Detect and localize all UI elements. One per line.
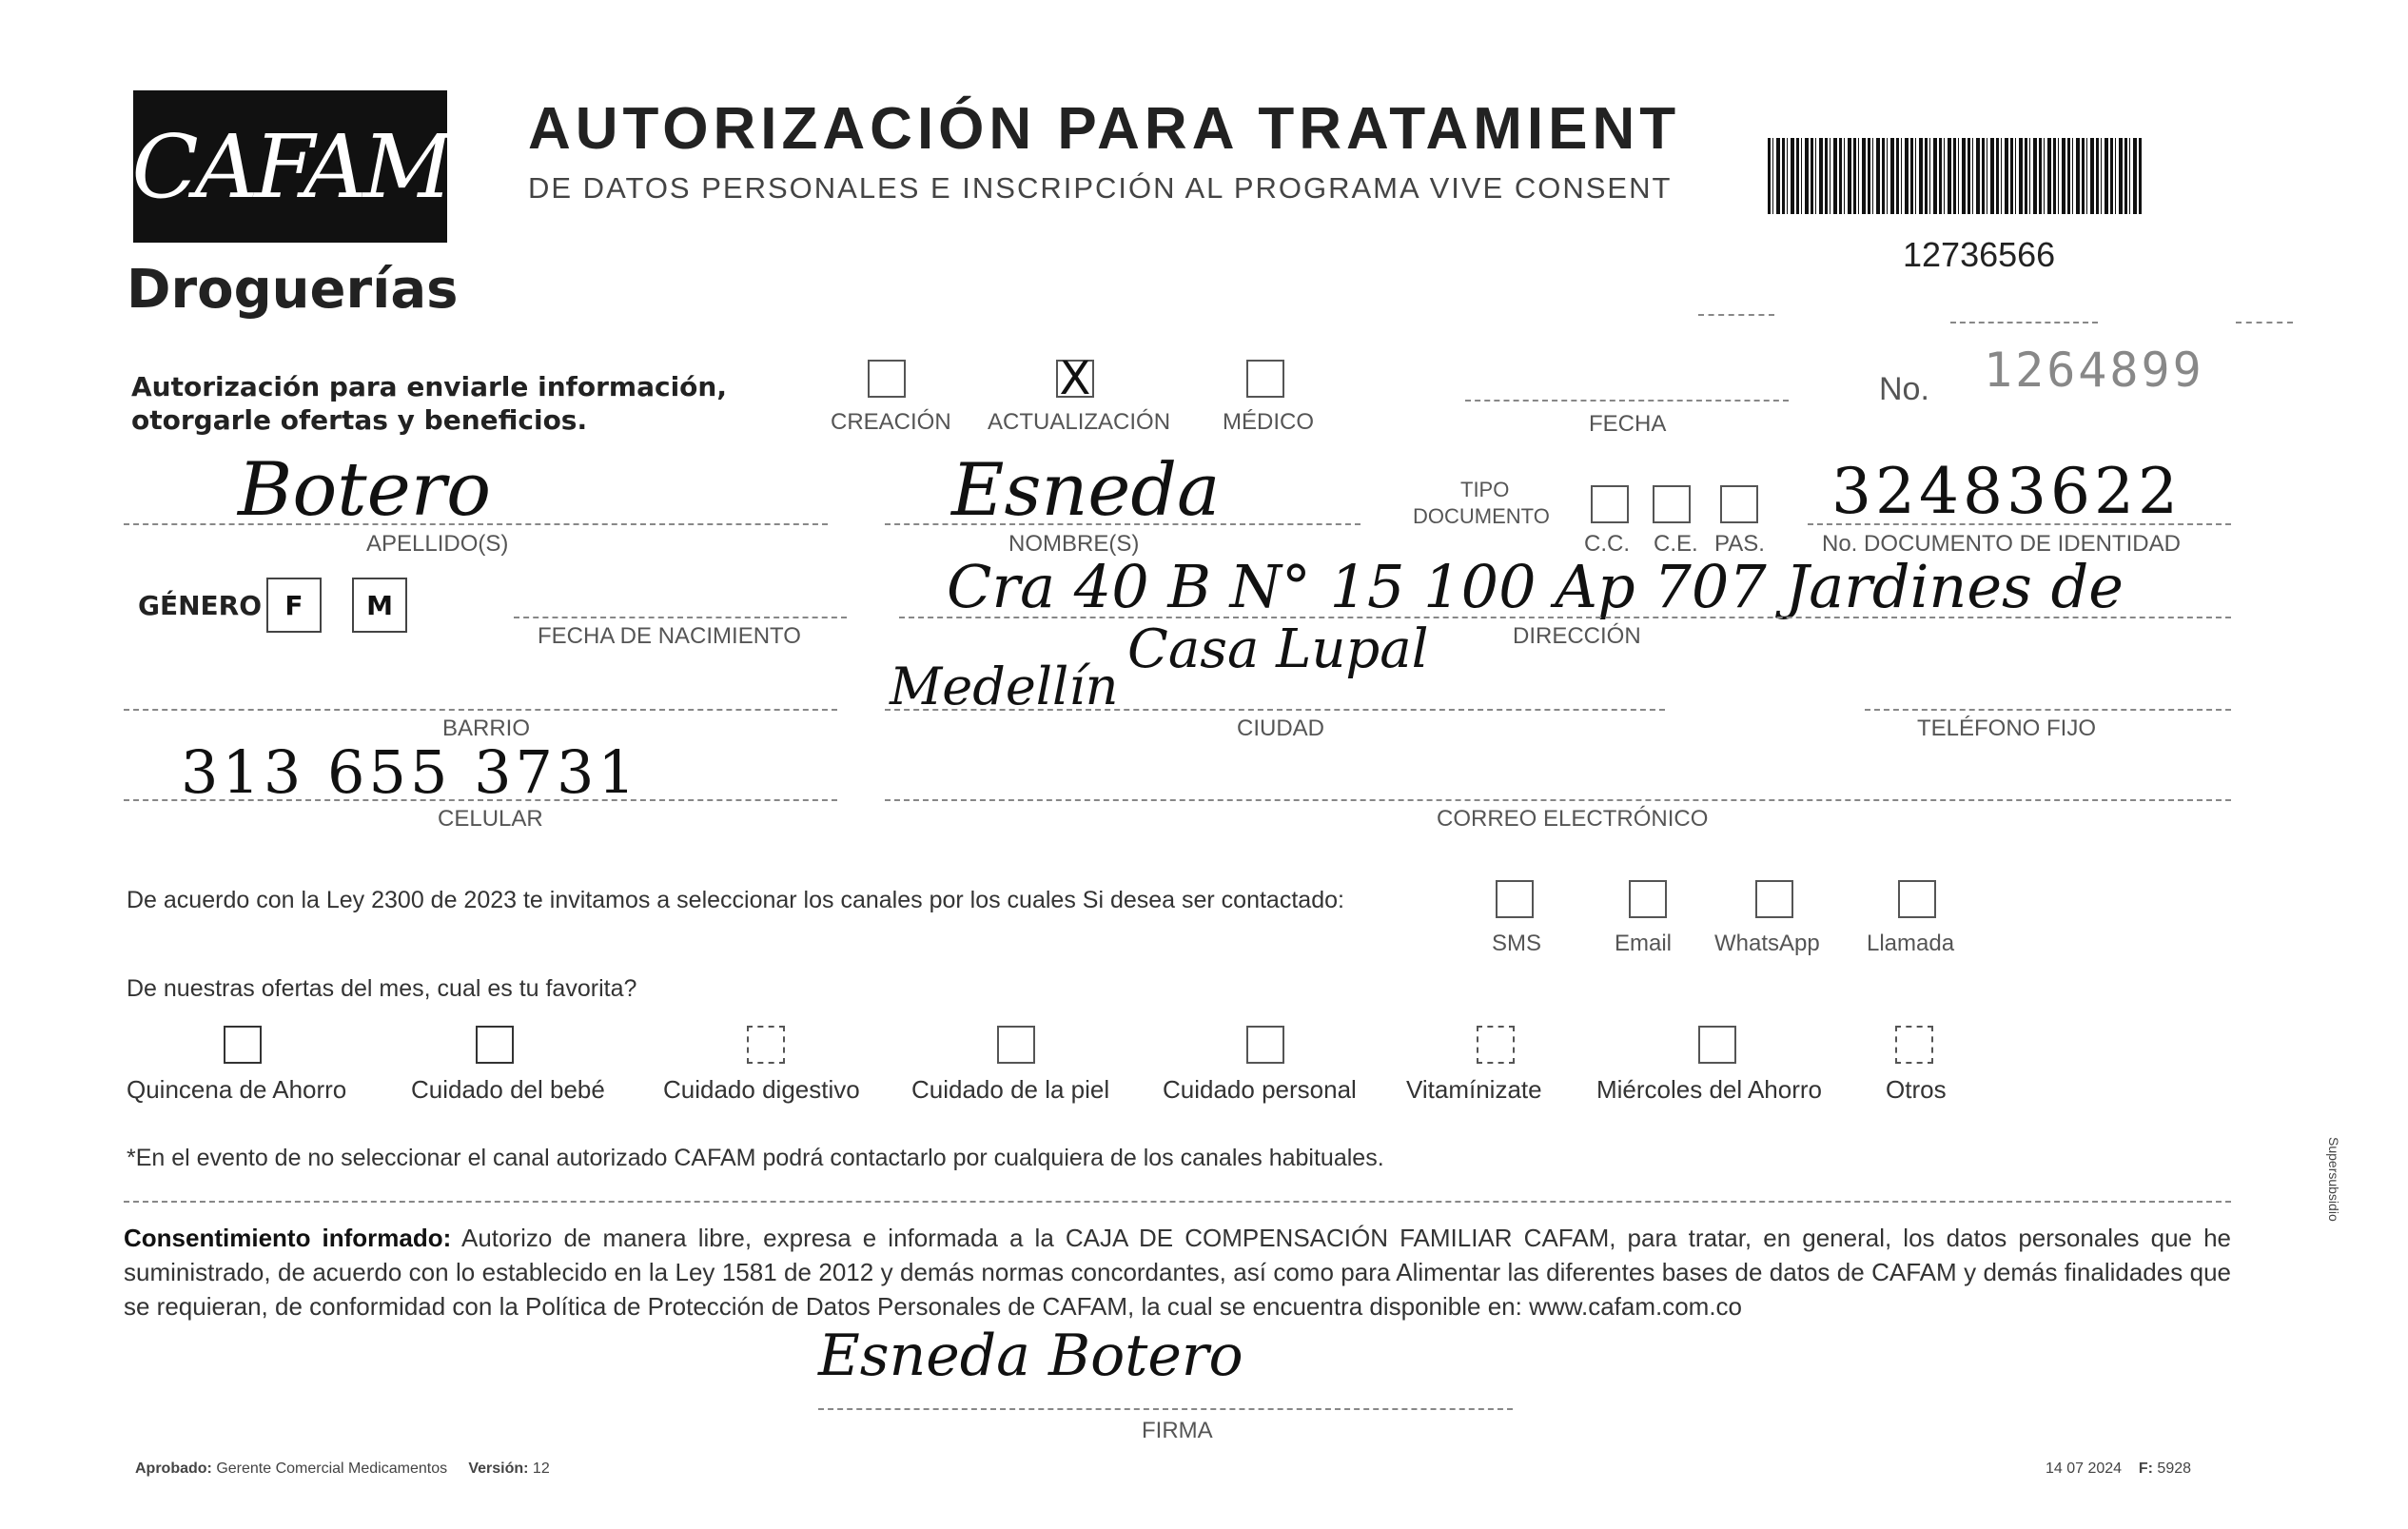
direccion-value-2[interactable]: Casa Lupal <box>1127 618 1429 680</box>
llamada-checkbox[interactable] <box>1898 880 1936 918</box>
genero-m-label: M <box>366 589 393 621</box>
direccion-label-text: DIRECCIÓN <box>1513 623 1641 649</box>
cafam-logo: CAFAM <box>133 90 447 243</box>
celular-label: CELULAR <box>438 806 543 832</box>
sms-label: SMS <box>1492 931 1542 956</box>
barcode <box>1768 138 2144 214</box>
offer-miercoles-checkbox[interactable] <box>1698 1026 1736 1064</box>
nombres-line <box>885 523 1361 525</box>
fecha-nacimiento-label: FECHA DE NACIMIENTO <box>538 623 801 649</box>
authorization-heading-2: otorgarle ofertas y beneficios. <box>131 404 588 436</box>
nombres-value[interactable]: Esneda <box>951 447 1221 532</box>
offer-otros-label: Otros <box>1886 1075 1947 1104</box>
sms-checkbox[interactable] <box>1496 880 1534 918</box>
fecha-line[interactable] <box>1465 400 1789 402</box>
direccion-value-1[interactable]: Cra 40 B N° 15 100 Ap 707 Jardines de <box>947 552 2124 621</box>
code-label: F: <box>2138 1460 2153 1477</box>
authorization-heading-1: Autorización para enviarle información, <box>131 371 727 402</box>
form-number-label: No. <box>1879 371 1929 407</box>
offer-bebe-label: Cuidado del bebé <box>411 1075 605 1104</box>
documento-value[interactable]: 32483622 <box>1831 455 2182 528</box>
approved-value: Gerente Comercial Medicamentos <box>216 1460 448 1477</box>
apellidos-line <box>124 523 828 525</box>
offer-quincena-label: Quincena de Ahorro <box>127 1075 347 1104</box>
consent-heading: Consentimiento informado: <box>124 1224 452 1252</box>
offer-vitaminizate-checkbox[interactable] <box>1477 1026 1515 1064</box>
fecha-label: FECHA <box>1589 411 1667 437</box>
creacion-checkbox[interactable] <box>868 360 906 398</box>
medico-label: MÉDICO <box>1223 409 1314 435</box>
offers-prompt: De nuestras ofertas del mes, cual es tu favorita? <box>127 975 637 1002</box>
barcode-number: 12736566 <box>1903 235 2056 274</box>
side-text: Supersubsidio <box>2326 1137 2341 1222</box>
offer-piel-checkbox[interactable] <box>997 1026 1035 1064</box>
telefono-fijo-line[interactable] <box>1865 709 2231 711</box>
celular-value[interactable]: 313 655 3731 <box>181 737 639 807</box>
form-title: AUTORIZACIÓN PARA TRATAMIENT <box>528 96 1681 162</box>
consent-paragraph <box>124 1221 2231 1323</box>
divider <box>2236 322 2293 323</box>
email-checkbox[interactable] <box>1629 880 1667 918</box>
channels-prompt: De acuerdo con la Ley 2300 de 2023 te invitamos a seleccionar los canales por los cuales Si desea ser contactado: <box>127 887 1344 913</box>
ciudad-value[interactable]: Medellín <box>890 657 1119 716</box>
email-label: Email <box>1615 931 1673 956</box>
signature-line <box>818 1408 1513 1410</box>
creacion-label: CREACIÓN <box>831 409 951 435</box>
footer-code <box>2046 1460 2191 1478</box>
fecha-nacimiento-line[interactable] <box>514 617 847 618</box>
nombres-label: NOMBRE(S) <box>1008 531 1140 557</box>
channel-note: *En el evento de no seleccionar el canal autorizado CAFAM podrá contactarlo por cualquiera de los canales habituales. <box>127 1145 1384 1171</box>
direccion-line <box>899 617 2231 618</box>
ciudad-label: CIUDAD <box>1237 715 1325 741</box>
signature-value[interactable]: Esneda Botero <box>818 1323 1243 1389</box>
ciudad-line <box>885 709 1665 711</box>
offer-bebe-checkbox[interactable] <box>476 1026 514 1064</box>
celular-line <box>124 799 837 801</box>
whatsapp-checkbox[interactable] <box>1755 880 1793 918</box>
actualizacion-checkbox[interactable] <box>1056 352 1094 405</box>
tipo-documento-label-1: TIPO <box>1460 478 1510 501</box>
offer-miercoles-label: Miércoles del Ahorro <box>1596 1075 1822 1104</box>
offer-digestivo-checkbox[interactable] <box>747 1026 785 1064</box>
check-mark: X <box>1059 352 1091 405</box>
llamada-label: Llamada <box>1867 931 1955 956</box>
whatsapp-label: WhatsApp <box>1714 931 1820 956</box>
brand-subtitle: Droguerías <box>127 259 459 321</box>
correo-line[interactable] <box>885 799 2231 801</box>
footer-approved <box>135 1460 550 1478</box>
cc-checkbox[interactable] <box>1591 485 1629 523</box>
offer-digestivo-label: Cuidado digestivo <box>663 1075 860 1104</box>
approved-label: Aprobado: <box>135 1460 212 1477</box>
section-divider <box>124 1201 2231 1203</box>
version-label: Versión: <box>468 1460 529 1477</box>
barrio-label: BARRIO <box>442 715 531 741</box>
version-value: 12 <box>532 1460 550 1477</box>
barrio-line[interactable] <box>124 709 837 711</box>
correo-label: CORREO ELECTRÓNICO <box>1437 806 1709 832</box>
offer-otros-checkbox[interactable] <box>1895 1026 1933 1064</box>
telefono-fijo-label: TELÉFONO FIJO <box>1917 715 2097 741</box>
medico-checkbox[interactable] <box>1246 360 1284 398</box>
footer-date: 14 07 2024 <box>2046 1460 2123 1477</box>
ce-checkbox[interactable] <box>1653 485 1691 523</box>
offer-personal-checkbox[interactable] <box>1246 1026 1284 1064</box>
form-subtitle: DE DATOS PERSONALES E INSCRIPCIÓN AL PROGRAMA VIVE CONSENT <box>528 171 1673 205</box>
pas-label: PAS. <box>1714 531 1765 557</box>
tipo-documento-label-2: DOCUMENTO <box>1413 504 1550 528</box>
consent-body: Autorizo de manera libre, expresa e informada a la CAJA DE COMPENSACIÓN FAMILIAR CAFAM, para tratar, en general, los datos personales que he suministrado, de acuerdo con lo establecido en la Ley 1581 de 2012 y demás normas concordantes, así como para Alimentar las diferentes bases de datos de CAFAM y demás finalidades que se requieran, de conformidad con la Política de Protección de Datos Personales de CAFAM, la cual se encuentra disponible en: www.cafam.com.co <box>124 1224 2232 1321</box>
form-number: 1264899 <box>1984 343 2204 398</box>
genero-label: GÉNERO <box>138 590 263 621</box>
documento-label: No. DOCUMENTO DE IDENTIDAD <box>1822 531 2181 557</box>
signature-label: FIRMA <box>1142 1418 1213 1443</box>
genero-f-label: F <box>284 589 303 621</box>
divider <box>1950 322 2098 323</box>
cc-label: C.C. <box>1584 531 1630 557</box>
offer-personal-label: Cuidado personal <box>1163 1075 1357 1104</box>
genero-m-checkbox[interactable] <box>352 578 407 633</box>
offer-quincena-checkbox[interactable] <box>224 1026 262 1064</box>
actualizacion-label: ACTUALIZACIÓN <box>988 409 1171 435</box>
divider <box>1698 314 1774 316</box>
offer-vitaminizate-label: Vitamínizate <box>1406 1075 1542 1104</box>
genero-f-checkbox[interactable] <box>266 578 322 633</box>
documento-line <box>1808 523 2231 525</box>
apellidos-label: APELLIDO(S) <box>366 531 509 557</box>
ce-label: C.E. <box>1654 531 1698 557</box>
apellidos-value[interactable]: Botero <box>238 447 492 533</box>
code-value: 5928 <box>2157 1460 2192 1477</box>
offer-piel-label: Cuidado de la piel <box>911 1075 1110 1104</box>
pas-checkbox[interactable] <box>1720 485 1758 523</box>
